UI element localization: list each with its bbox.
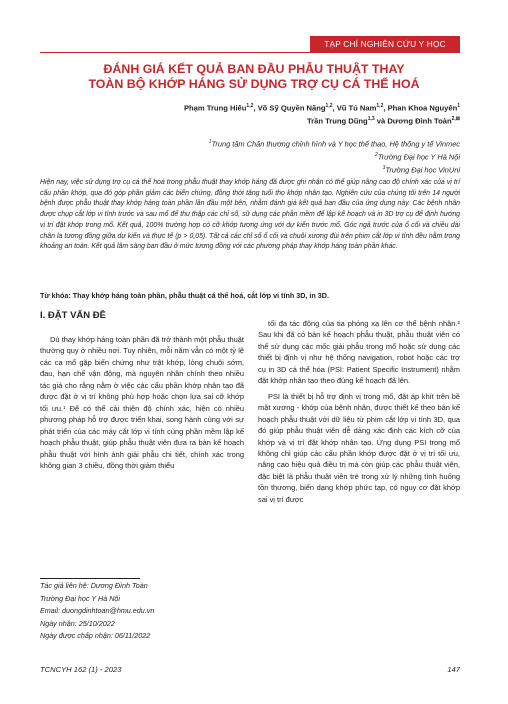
authors-line-1 [60, 101, 460, 114]
correspondence-line: Tác giả liên hệ: Dương Đình Toàn [40, 581, 148, 590]
author-name: Võ Sỹ Quyền Năng [257, 103, 326, 113]
author-affiliation-marker: 2,⊠ [451, 116, 460, 123]
author-list [60, 101, 460, 127]
correspondence-footnote [40, 580, 250, 643]
author-name: Trần Trung Dũng [306, 116, 368, 126]
keywords-label: Từ khóa: [40, 291, 71, 300]
keywords-text: Thay khớp háng toàn phần, phẫu thuật cá thể hoá, cắt lớp vi tính 3D, in 3D. [72, 291, 329, 300]
authors-line-2 [60, 114, 460, 127]
correspondence-line: Email: duongdinhtoan@hmu.edu.vn [40, 606, 155, 615]
affiliation [60, 150, 460, 163]
body-paragraph: tối đa tác động của tia phóng xạ lên cơ thể bệnh nhân.² Sau khi đã có bản kế hoạch phẫu thuật, phẫu thuật viên có thể sử dụng các mốc giải phẫu trong mổ hoặc sử dụng các thiết bị định vị như hệ thống navigation, robot hoặc các trợ cụ in 3D cá thể hóa (PSI: Patient Specific Instrument) nhằm đặt khớp nhân tạo theo đúng kế hoạch đã lên. [258, 319, 460, 386]
affiliation-marker: 3 [382, 164, 386, 171]
right-column [258, 318, 460, 505]
body-paragraph: Dù thay khớp háng toàn phần đã trở thành một phẫu thuật thường quy ở nhiều nơi. Tuy nhiên, mỗi năm vẫn có một tỷ lệ các ca mổ gặp biến chứng như trật khớp, lỏng chuôi sớm, đau, hạn chế vận động, mà nguyên nhân chính theo nhiều tác giả cho rằng nằm ở việc các cấu phần khớp nhân tạo đã được đặt ở vị trí không phù hợp hoặc chọn lựa sai cỡ khớp tối ưu.¹ Để có thể cải thiện độ chính xác, hiện có nhiều phương pháp hỗ trợ được triển khai, song hành cùng với sự phát triển của các máy cắt lớp vi tính cùng phần mềm lập kế hoạch phẫu thuật, giúp phẫu thuật viên đưa ra bản kế hoạch phẫu thuật với hình ảnh giải phẫu chi tiết, chính xác trong không gian 3 chiều, đồng thời giảm thiểu [40, 335, 244, 470]
affiliation-list [60, 137, 460, 176]
title-line-2: TOÀN BỘ KHỚP HÁNG SỬ DỤNG TRỢ CỤ CÁ THỂ HOÁ [88, 77, 420, 91]
author-separator: , [253, 103, 258, 113]
author-affiliation-marker: 1,2 [325, 103, 333, 109]
author-name: Phan Khoa Nguyên [387, 103, 458, 113]
correspondence-line: Ngày nhận: 25/10/2022 [40, 618, 115, 628]
affiliation-text: Trung tâm Chấn thương chỉnh hình và Y học thể thao, Hệ thống y tế Vinmec [211, 139, 460, 149]
page-number: 147 [447, 665, 460, 674]
author-name: Phạm Trung Hiếu [183, 103, 247, 113]
footnote-rule [40, 578, 140, 579]
author-affiliation-marker: 1,2 [246, 103, 254, 109]
author-name: Dương Đình Toàn [387, 116, 452, 126]
correspondence-line: Trường Đại học Y Hà Nội [40, 593, 121, 603]
author-affiliation-marker: 1,2 [376, 103, 384, 109]
affiliation [60, 163, 460, 176]
author-separator: , [383, 103, 388, 113]
left-column [40, 334, 244, 471]
abstract: Hiện nay, việc sử dụng trợ cụ cá thể hoá trong phẫu thuật thay khớp háng đã được ghi nhận có thể giúp nâng cao độ chính xác của vị trí cấu phần khớp, qua đó góp phần giảm các biến chứng, đồng thời tăng tuổi thọ khớp nhân tạo. Nghiên cứu của chúng tôi trên 14 người bệnh được phẫu thuật thay khớp háng toàn phần lần đầu một bên, nhằm đánh giá kết quả ban đầu của ứng dụng này. Các bệnh nhân được chụp cắt lớp vi tính trước và sau mổ để thu thập các chỉ số, sử dụng các phần mềm để lập kế hoạch và in 3D trợ cụ để định hướng vị trí đặt khớp trong mổ. Kết quả, 100% trường hợp có cỡ khớp tương ứng với dự kiến trước mổ. Góc ngả trước của ổ cối và chiều dài chân la tương đồng giữa dự kiến và thực tế (p > 0,05). Tất cả các chỉ số ổ cối và chuôi xương đùi trên phim cắt lớp vi tính đều nằm trong khoảng an toàn. Kết quả lâm sàng ban đầu ở mức tương đồng với các phương pháp thay khớp háng toàn phần khác. [40, 179, 460, 251]
affiliation-marker: 1 [208, 139, 212, 145]
journal-header: TẠP CHÍ NGHIÊN CỨU Y HỌC [310, 36, 460, 52]
affiliation [60, 137, 460, 150]
author-separator: và [374, 116, 388, 126]
section-heading: I. ĐẶT VẤN ĐỀ [40, 310, 106, 321]
body-paragraph: PSI là thiết bị hỗ trợ định vị trong mổ, đặt áp khít trên bề mặt xương - khớp của bệnh nhân, được thiết kế theo bản kế hoạch phẫu thuật với dữ liệu từ phim cắt lớp vi tính 3D, qua đó giúp phẫu thuật viên dễ dàng xác định các kích cỡ của khớp và vị trí đặt khớp nhân tạo. Ứng dụng PSI trong mổ không chỉ giúp các cấu phần khớp được đặt ở vị trí tối ưu, nâng cao hiệu quả điều trị mà còn giúp các phẫu thuật viên, đặc biệt là phẫu thuật viên trẻ trong xử lý những tình huống tồn thương, biến dạng khớp phức tạp, có nguy cơ đặt khớp sai vị trí được [258, 391, 460, 504]
keywords [40, 291, 460, 301]
author-affiliation-marker: 1,3 [367, 116, 375, 123]
author-separator: , [332, 103, 337, 113]
affiliation-text: Trường Đại học Y Hà Nội [377, 152, 460, 162]
header-rule [40, 52, 460, 53]
affiliation-marker: 2 [374, 151, 378, 158]
correspondence-line: Ngày được chấp nhận: 06/11/2022 [40, 631, 151, 640]
title-line-1: ĐÁNH GIÁ KẾT QUẢ BAN ĐẦU PHẪU THUẬT THAY [103, 62, 405, 76]
affiliation-text: Trường Đại học VinUni [385, 165, 460, 175]
author-name: Vũ Tú Nam [336, 103, 377, 113]
footer-journal-issue: TCNCYH 162 (1) - 2023 [40, 665, 122, 674]
author-affiliation-marker: 1 [457, 103, 460, 109]
article-title [40, 62, 468, 92]
page-footer [40, 665, 460, 675]
